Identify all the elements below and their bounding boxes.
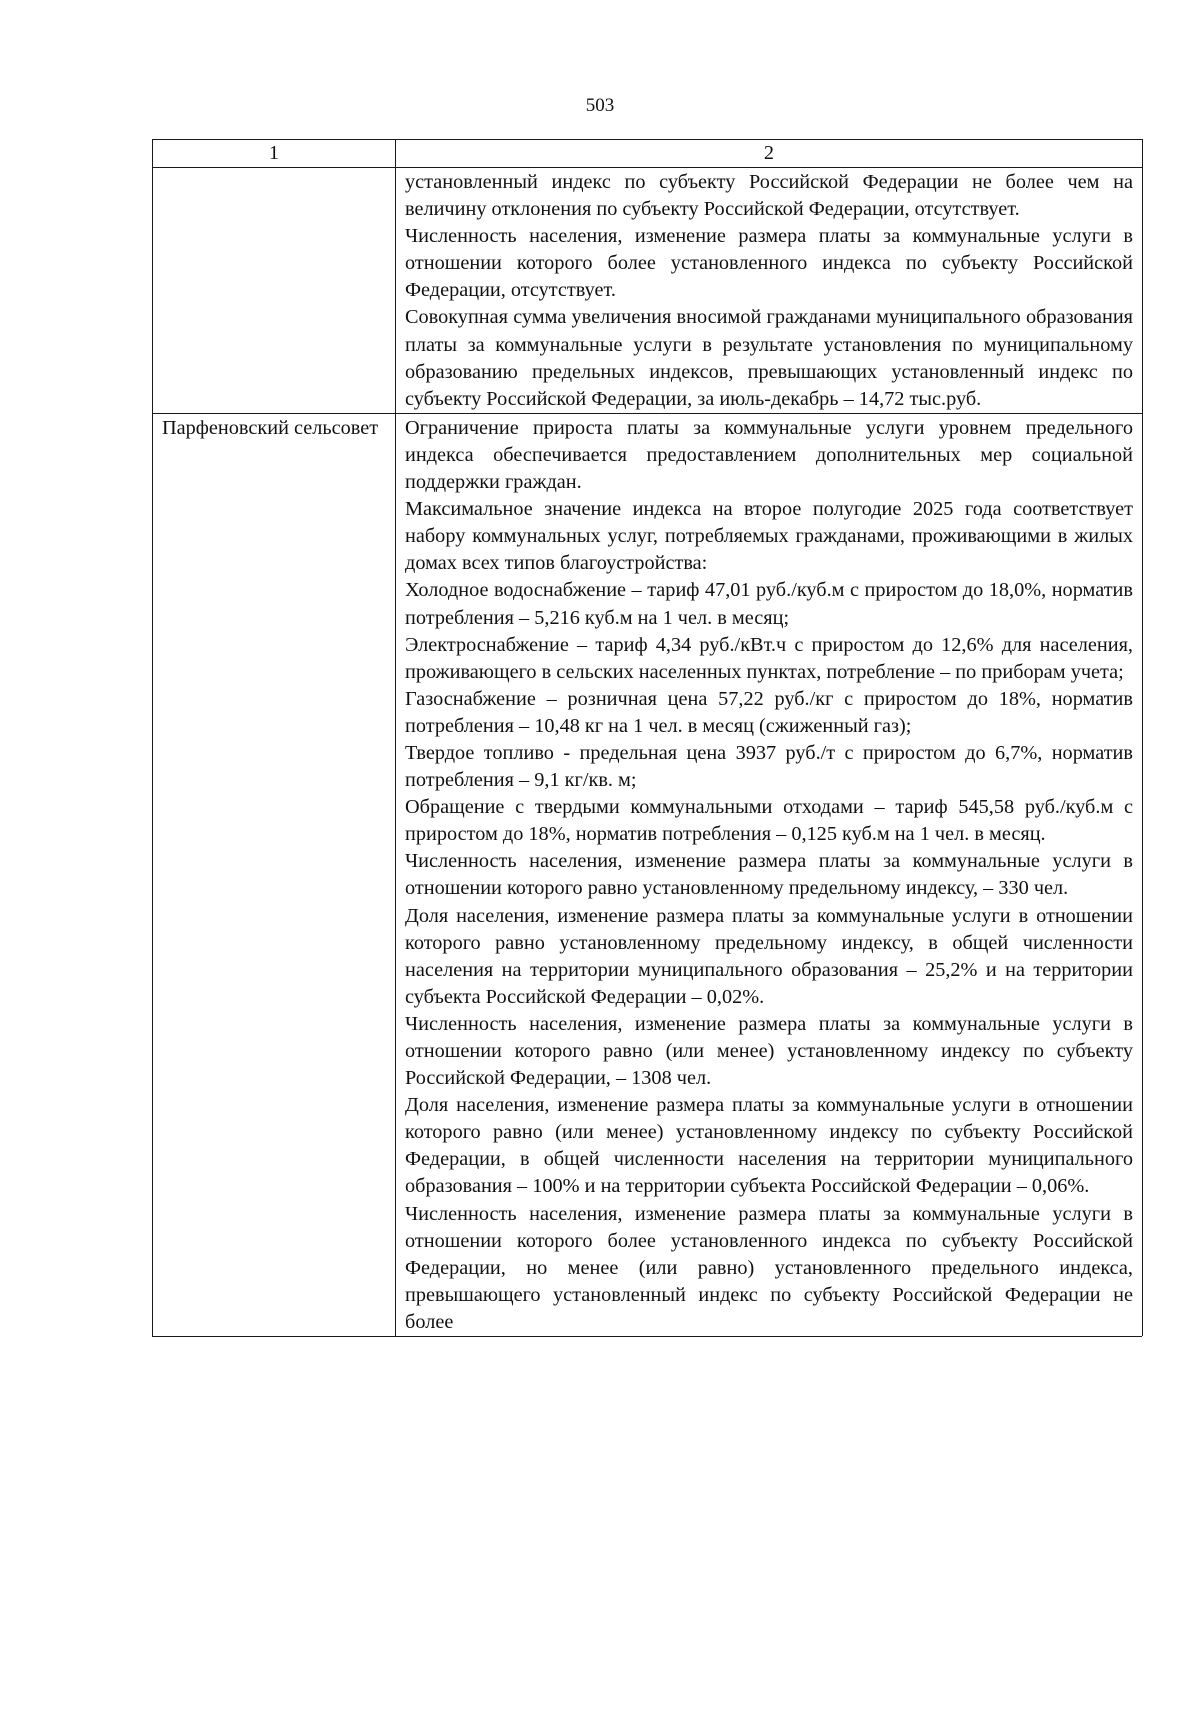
table-bottom-border bbox=[152, 1336, 1142, 1337]
table-row bbox=[153, 413, 1143, 1336]
indicator-text bbox=[396, 168, 1143, 414]
table-row bbox=[153, 168, 1143, 414]
page-number: 503 bbox=[585, 95, 615, 116]
paragraph: Холодное водоснабжение – тариф 47,01 руб./куб.м с приростом до 18,0%, норматив потребления – 5,216 куб.м на 1 чел. в месяц; bbox=[405, 579, 1133, 629]
column-header-1: 1 bbox=[153, 140, 396, 168]
paragraph: Численность населения, изменение размера платы за коммунальные услуги в отношении которого равно установленному предельному индексу, – 330 чел. bbox=[405, 850, 1133, 900]
paragraph: Ограничение прироста платы за коммунальные услуги уровнем предельного индекса обеспечивается предоставлением дополнительных мер социальной поддержки граждан. bbox=[405, 416, 1133, 494]
paragraph: Газоснабжение – розничная цена 57,22 руб./кг с приростом до 18%, норматив потребления – 10,48 кг на 1 чел. в месяц (сжиженный газ); bbox=[405, 687, 1133, 737]
paragraph: Доля населения, изменение размера платы за коммунальные услуги в отношении которого равно (или менее) установленному индексу по субъекту Российской Федерации, в общей численности населения на территории муниципального образования – 100% и на территории субъекта Российской Федерации – 0,06%. bbox=[405, 1094, 1133, 1198]
paragraph: Твердое топливо - предельная цена 3937 руб./т с приростом до 6,7%, норматив потребления – 9,1 кг/кв. м; bbox=[405, 741, 1133, 792]
column-header-2: 2 bbox=[396, 140, 1143, 168]
paragraph: Электроснабжение – тариф 4,34 руб./кВт.ч с приростом до 12,6% для населения, проживающего в сельских населенных пунктах, потребление – по приборам учета; bbox=[405, 633, 1133, 683]
paragraph: Доля населения, изменение размера платы за коммунальные услуги в отношении которого равно установленному предельному индексу, в общей численности населения на территории муниципального образования – 25,2% и на территории субъекта Российской Федерации – 0,02%. bbox=[405, 904, 1133, 1008]
indices-table bbox=[152, 139, 1143, 1336]
paragraph: Численность населения, изменение размера платы за коммунальные услуги в отношении которого более установленного индекса по субъекту Российской Федерации, отсутствует. bbox=[405, 225, 1133, 302]
municipality-name: Парфеновский сельсовет bbox=[153, 413, 396, 1336]
table-header-row bbox=[153, 140, 1143, 168]
paragraph: Численность населения, изменение размера платы за коммунальные услуги в отношении которого более установленного индекса по субъекту Российской Федерации, но менее (или равно) установленного предельного индекса, превышающего установленный индекс по субъекту Российской Федерации не более bbox=[405, 1202, 1133, 1333]
municipality-name bbox=[153, 168, 396, 414]
paragraph: Максимальное значение индекса на второе полугодие 2025 года соответствует набору коммунальных услуг, потребляемых гражданами, проживающими в жилых домах всех типов благоустройства: bbox=[405, 498, 1133, 575]
indicator-text bbox=[396, 413, 1143, 1336]
paragraph: Совокупная сумма увеличения вносимой гражданами муниципального образования платы за коммунальные услуги в результате установления по муниципальному образованию предельных индексов, превышающих установленный индекс по субъекту Российской Федерации, за июль-декабрь – 14,72 тыс.руб. bbox=[405, 306, 1133, 410]
paragraph: Численность населения, изменение размера платы за коммунальные услуги в отношении которого равно (или менее) установленному индексу по субъекту Российской Федерации, – 1308 чел. bbox=[405, 1012, 1133, 1090]
paragraph: установленный индекс по субъекту Российской Федерации не более чем на величину отклонения по субъекту Российской Федерации, отсутствует. bbox=[405, 171, 1133, 221]
paragraph: Обращение с твердыми коммунальными отходами – тариф 545,58 руб./куб.м с приростом до 18%, норматив потребления – 0,125 куб.м на 1 чел. в месяц. bbox=[405, 796, 1133, 846]
